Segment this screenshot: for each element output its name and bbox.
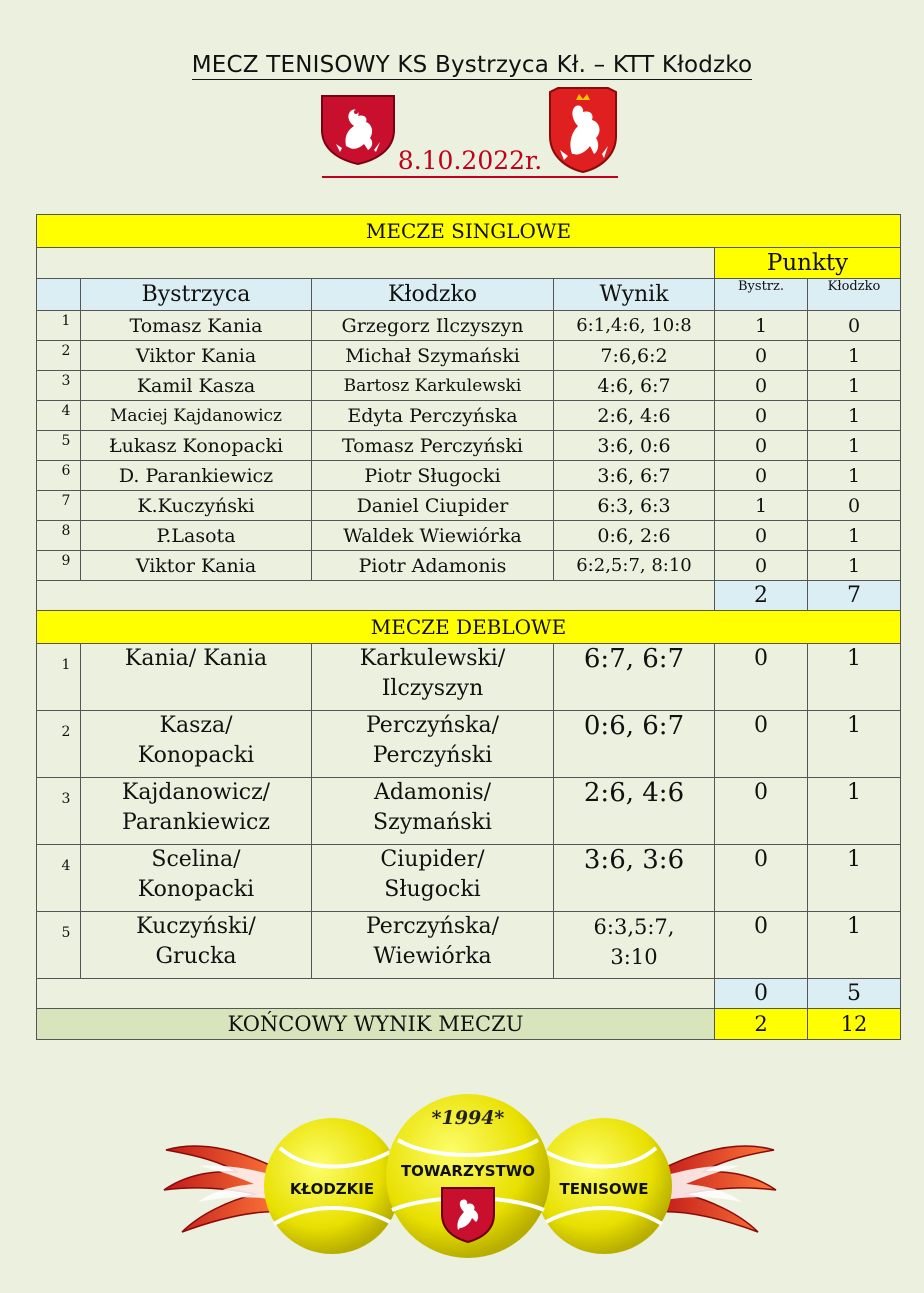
home-player: Viktor Kania (81, 551, 312, 581)
flames-right-icon (656, 1146, 776, 1232)
away-player: Piotr Adamonis (312, 551, 554, 581)
doubles-total-home: 0 (715, 979, 808, 1009)
row-number: 6 (37, 461, 81, 491)
spacer-cell (37, 581, 715, 611)
doubles-section-title: MECZE DEBLOWE (37, 611, 901, 644)
ktt-logo (160, 1090, 780, 1268)
away-point: 1 (808, 912, 901, 979)
cell-line: Ilczyszyn (381, 676, 484, 701)
away-player: Waldek Wiewiórka (312, 521, 554, 551)
home-team-header: Bystrzyca (81, 279, 312, 311)
singles-row (37, 491, 901, 521)
cell-line: 6:7, 6:7 (583, 644, 685, 674)
away-points-header: Kłodzko (808, 279, 901, 311)
doubles-row (37, 845, 901, 912)
home-pair (81, 912, 312, 979)
match-score: 7:6,6:2 (554, 341, 715, 371)
doubles-total-row (37, 979, 901, 1009)
doubles-row (37, 912, 901, 979)
home-point: 0 (715, 401, 808, 431)
row-number: 8 (37, 521, 81, 551)
row-number: 2 (37, 711, 81, 778)
home-pair (81, 644, 312, 711)
home-player: Łukasz Konopacki (81, 431, 312, 461)
cell-line: Kuczyński/ (136, 914, 256, 939)
home-point: 0 (715, 371, 808, 401)
away-team-header: Kłodzko (312, 279, 554, 311)
singles-total-home: 2 (715, 581, 808, 611)
home-player: Tomasz Kania (81, 311, 312, 341)
final-result-row (37, 1009, 901, 1040)
home-point: 0 (715, 778, 808, 845)
cell-line: Szymański (373, 810, 492, 835)
cell-line: Kasza/ (159, 713, 233, 738)
home-point: 0 (715, 912, 808, 979)
logo-crest-icon (442, 1188, 494, 1242)
match-score: 6:2,5:7, 8:10 (554, 551, 715, 581)
row-number: 9 (37, 551, 81, 581)
singles-row (37, 401, 901, 431)
away-pair (312, 912, 554, 979)
cell-line: Karkulewski/ (359, 646, 506, 671)
away-pair (312, 778, 554, 845)
cell-line: 2:6, 4:6 (583, 778, 685, 808)
away-player: Bartosz Karkulewski (312, 371, 554, 401)
cell-line: 0:6, 6:7 (583, 711, 685, 741)
singles-row (37, 461, 901, 491)
row-number: 4 (37, 401, 81, 431)
cell-line: Perczyński (372, 743, 493, 768)
cell-line: 6:3,5:7, (593, 915, 675, 939)
index-header (37, 279, 81, 311)
cell-line: Grucka (155, 944, 237, 969)
away-point: 1 (808, 845, 901, 912)
away-point: 0 (808, 311, 901, 341)
cell-line: Konopacki (137, 877, 255, 902)
away-point: 1 (808, 711, 901, 778)
match-score (554, 912, 715, 979)
doubles-total-away: 5 (808, 979, 901, 1009)
row-number: 4 (37, 845, 81, 912)
away-point: 1 (808, 644, 901, 711)
away-player: Edyta Perczyńska (312, 401, 554, 431)
away-player: Michał Szymański (312, 341, 554, 371)
away-player: Daniel Ciupider (312, 491, 554, 521)
home-pair (81, 845, 312, 912)
singles-total-row (37, 581, 901, 611)
final-away-score: 12 (808, 1009, 901, 1040)
match-date: 8.10.2022r. (322, 146, 618, 178)
singles-row (37, 311, 901, 341)
away-pair (312, 644, 554, 711)
home-point: 0 (715, 644, 808, 711)
home-point: 0 (715, 711, 808, 778)
row-number: 3 (37, 371, 81, 401)
row-number: 7 (37, 491, 81, 521)
match-score: 4:6, 6:7 (554, 371, 715, 401)
home-player: Maciej Kajdanowicz (81, 401, 312, 431)
singles-row (37, 521, 901, 551)
row-number: 5 (37, 912, 81, 979)
match-score: 6:1,4:6, 10:8 (554, 311, 715, 341)
match-score: 3:6, 0:6 (554, 431, 715, 461)
spacer-cell (37, 248, 715, 279)
away-point: 1 (808, 778, 901, 845)
home-points-header: Bystrz. (715, 279, 808, 311)
cell-line: Wiewiórka (373, 944, 492, 969)
match-score (554, 711, 715, 778)
row-number: 1 (37, 644, 81, 711)
cell-line: Ciupider/ (380, 847, 485, 872)
cell-line: Scelina/ (151, 847, 241, 872)
logo-right-text: TENISOWE (559, 1180, 649, 1198)
home-point: 0 (715, 341, 808, 371)
singles-row (37, 371, 901, 401)
home-point: 1 (715, 311, 808, 341)
cell-line: 3:6, 3:6 (583, 845, 685, 875)
cell-line: Kania/ Kania (124, 646, 268, 671)
logo-left-text: KŁODZKIE (289, 1180, 375, 1198)
home-point: 0 (715, 521, 808, 551)
match-score: 6:3, 6:3 (554, 491, 715, 521)
match-score (554, 644, 715, 711)
away-point: 1 (808, 341, 901, 371)
score-header: Wynik (554, 279, 715, 311)
away-point: 1 (808, 371, 901, 401)
away-pair (312, 711, 554, 778)
row-number: 3 (37, 778, 81, 845)
cell-line: 3:10 (610, 945, 658, 969)
row-number: 5 (37, 431, 81, 461)
away-player: Piotr Sługocki (312, 461, 554, 491)
match-score (554, 845, 715, 912)
doubles-row (37, 644, 901, 711)
doubles-row (37, 711, 901, 778)
home-player: D. Parankiewicz (81, 461, 312, 491)
home-player: Kamil Kasza (81, 371, 312, 401)
cell-line: Konopacki (137, 743, 255, 768)
singles-row (37, 551, 901, 581)
away-player: Tomasz Perczyński (312, 431, 554, 461)
cell-line: Sługocki (384, 877, 481, 902)
match-score: 3:6, 6:7 (554, 461, 715, 491)
row-number: 2 (37, 341, 81, 371)
cell-line: Parankiewicz (122, 810, 270, 835)
doubles-row (37, 778, 901, 845)
match-score: 2:6, 4:6 (554, 401, 715, 431)
results-table (36, 214, 901, 1040)
cell-line: Kajdanowicz/ (121, 780, 271, 805)
page-title: MECZ TENISOWY KS Bystrzyca Kł. – KTT Kłodzko (191, 52, 753, 78)
home-point: 0 (715, 551, 808, 581)
home-player: P.Lasota (81, 521, 312, 551)
home-point: 0 (715, 461, 808, 491)
home-point: 0 (715, 845, 808, 912)
spacer-cell (37, 979, 715, 1009)
home-pair (81, 778, 312, 845)
singles-row (37, 341, 901, 371)
match-score (554, 778, 715, 845)
cell-line: Perczyńska/ (365, 914, 499, 939)
away-point: 1 (808, 461, 901, 491)
away-point: 1 (808, 551, 901, 581)
away-point: 0 (808, 491, 901, 521)
home-player: K.Kuczyński (81, 491, 312, 521)
home-point: 0 (715, 431, 808, 461)
row-number: 1 (37, 311, 81, 341)
logo-middle-text: TOWARZYSTWO (400, 1162, 536, 1180)
home-player: Viktor Kania (81, 341, 312, 371)
away-player: Grzegorz Ilczyszyn (312, 311, 554, 341)
logo-year: *1994* (431, 1107, 505, 1129)
points-header: Punkty (715, 248, 901, 279)
away-point: 1 (808, 401, 901, 431)
away-point: 1 (808, 431, 901, 461)
away-pair (312, 845, 554, 912)
singles-section-title: MECZE SINGLOWE (37, 215, 901, 248)
away-point: 1 (808, 521, 901, 551)
cell-line: Perczyńska/ (365, 713, 499, 738)
singles-total-away: 7 (808, 581, 901, 611)
final-result-label: KOŃCOWY WYNIK MECZU (37, 1009, 715, 1040)
home-pair (81, 711, 312, 778)
home-point: 1 (715, 491, 808, 521)
final-home-score: 2 (715, 1009, 808, 1040)
match-score: 0:6, 2:6 (554, 521, 715, 551)
cell-line: Adamonis/ (373, 780, 492, 805)
singles-row (37, 431, 901, 461)
